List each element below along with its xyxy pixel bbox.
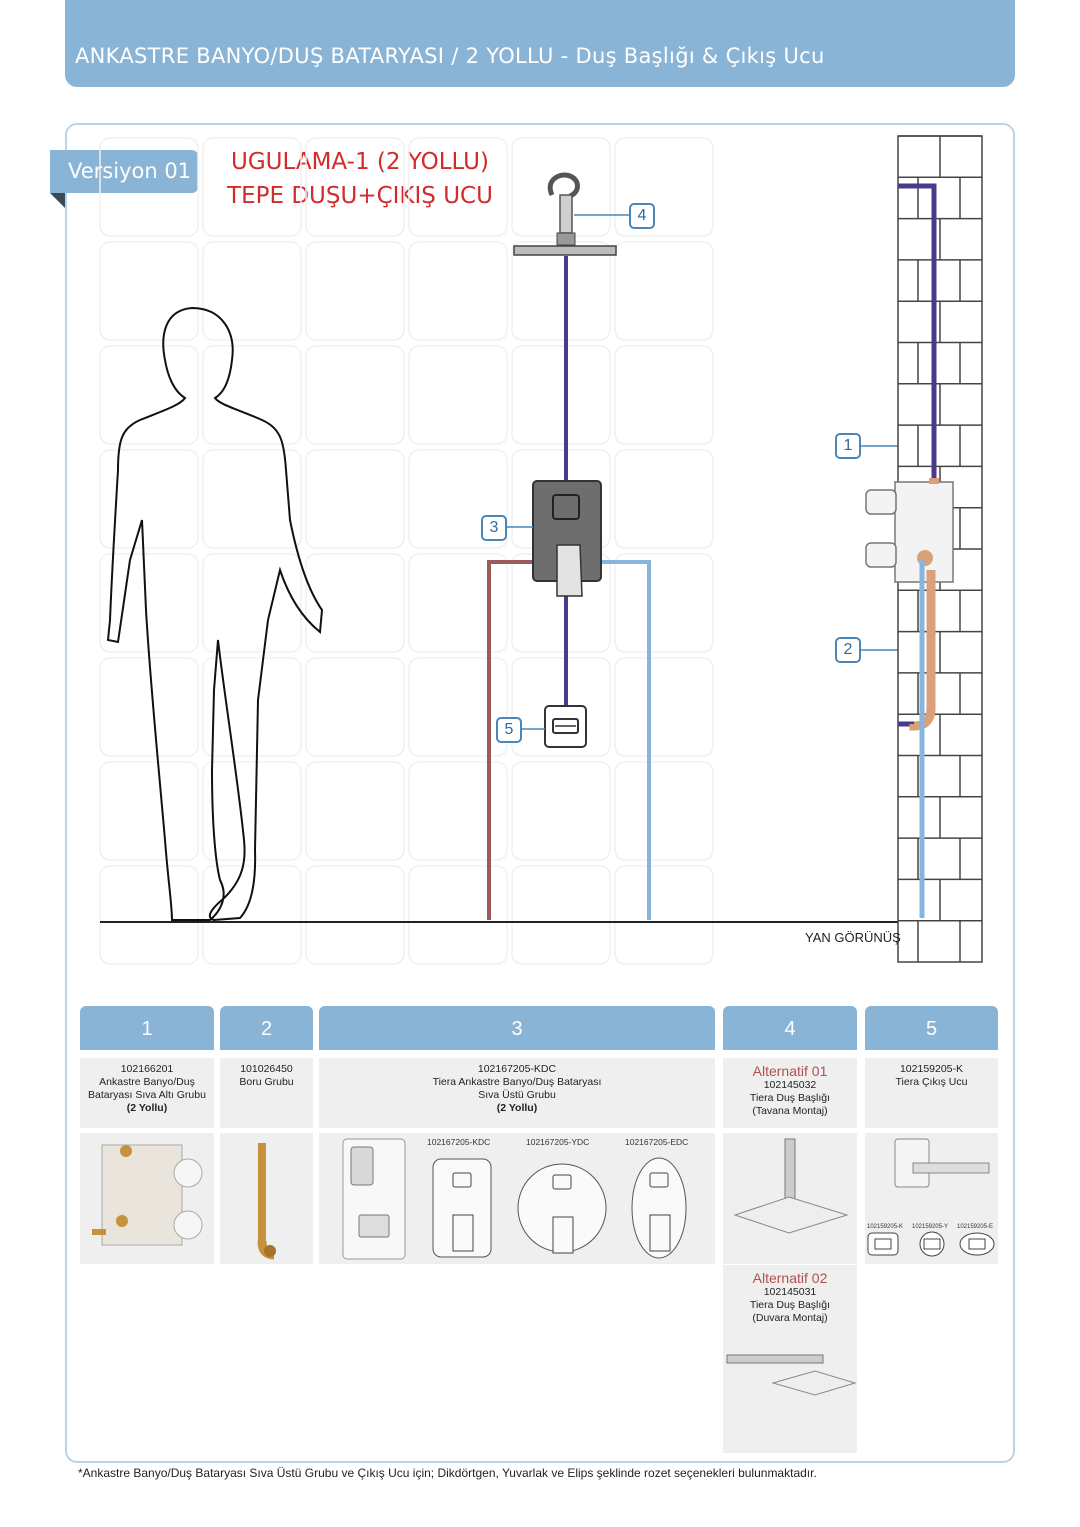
spout-icon (545, 706, 586, 747)
product-info (220, 1058, 313, 1128)
wall-shower-head-icon (723, 1325, 857, 1415)
mixer-trim-variants (319, 1133, 715, 1264)
callout-3: 3 (481, 515, 507, 541)
wall-tile (100, 658, 198, 756)
variant-code: 102159205-E (957, 1224, 994, 1230)
wall-tile (100, 138, 198, 236)
wall-tile (409, 866, 507, 964)
application-line-1: UGULAMA-1 (2 YOLLU) (231, 149, 489, 175)
page-title: ANKASTRE BANYO/DUŞ BATARYASI / 2 YOLLU - Duş Başlığı & Çıkış Ucu (75, 44, 825, 68)
wall-tile (203, 866, 301, 964)
wall-tile (100, 346, 198, 444)
product-info (865, 1058, 998, 1128)
spout-variants (865, 1133, 998, 1264)
product-name-line-1: Tiera Duş Başlığı (749, 1299, 831, 1311)
wall-tile (615, 658, 713, 756)
wall-tile (512, 346, 610, 444)
variant-code: 102167205-KDC (427, 1137, 491, 1147)
wall-tile (306, 346, 404, 444)
wall-tile (100, 242, 198, 340)
product-number: 5 (865, 1006, 998, 1050)
product-info-alt-2 (723, 1265, 857, 1453)
product-code: 102145031 (763, 1286, 817, 1298)
wall-tile (409, 762, 507, 860)
callout-4: 4 (629, 203, 655, 229)
product-name-line-1: Ankastre Banyo/Duş (99, 1076, 195, 1088)
wall-tile (203, 762, 301, 860)
pipe-group-icon (220, 1133, 313, 1264)
product-name-line-1: Boru Grubu (239, 1076, 294, 1088)
version-tab: Versiyon 01 (50, 150, 198, 193)
wall-tile (100, 866, 198, 964)
variant-code: 102159205-K (867, 1224, 904, 1230)
product-name-line-3: (2 Yollu) (126, 1102, 168, 1114)
product-name-line-2: (Duvara Montaj) (752, 1312, 828, 1324)
product-number: 2 (220, 1006, 313, 1050)
concealed-body-icon (80, 1133, 214, 1264)
product-info (80, 1058, 214, 1128)
wall-tile (306, 242, 404, 340)
product-code: 101026450 (240, 1063, 293, 1075)
product-image (220, 1133, 313, 1264)
wall-tile (203, 554, 301, 652)
variant-code: 102167205-YDC (526, 1137, 590, 1147)
wall-tile (615, 762, 713, 860)
wall-tile (203, 658, 301, 756)
mixer-trim-icon (533, 481, 601, 596)
product-name-line-3: (2 Yollu) (496, 1102, 538, 1114)
product-code: 102159205-K (899, 1063, 964, 1075)
product-number: 4 (723, 1006, 857, 1050)
product-image (723, 1133, 857, 1264)
wall-tile (615, 554, 713, 652)
application-line-2: TEPE DUŞU+ÇIKIŞ UCU (227, 183, 493, 209)
wall-tile (615, 346, 713, 444)
wall-tile (306, 554, 404, 652)
product-name-line-1: Tiera Duş Başlığı (749, 1092, 831, 1104)
wall-tile (512, 866, 610, 964)
wall-tile (615, 450, 713, 548)
callout-1: 1 (835, 433, 861, 459)
callout-5: 5 (496, 717, 522, 743)
product-code: 102166201 (120, 1063, 174, 1075)
side-view-label: YAN GÖRÜNÜŞ (805, 930, 901, 945)
concealed-body-icon (866, 478, 953, 582)
product-name-line-2: (Tavana Montaj) (752, 1105, 828, 1117)
alternative-label: Alternatif 01 (752, 1063, 828, 1079)
product-name-line-1: Tiera Çıkış Ucu (895, 1076, 968, 1088)
variant-code: 102159205-Y (912, 1224, 949, 1230)
wall-tile (409, 138, 507, 236)
product-info (723, 1058, 857, 1128)
wall-tile (203, 138, 301, 236)
wall-tile (306, 866, 404, 964)
wall-tile (100, 762, 198, 860)
wall-tile (512, 242, 610, 340)
wall-tile (615, 866, 713, 964)
alternative-label: Alternatif 02 (752, 1270, 828, 1286)
wall-tile (409, 242, 507, 340)
product-info (319, 1058, 715, 1128)
footnote: *Ankastre Banyo/Duş Bataryası Sıva Üstü Grubu ve Çıkış Ucu için; Dikdörtgen, Yuvarlak ve Elips şeklinde rozet seçenekleri bulunmaktadır. (78, 1466, 817, 1480)
wall-tile (409, 658, 507, 756)
product-code: 102145032 (763, 1079, 817, 1091)
wall-tile (615, 242, 713, 340)
wall-tile (409, 346, 507, 444)
wall-tile (306, 658, 404, 756)
product-number: 3 (319, 1006, 715, 1050)
person-silhouette (108, 308, 322, 920)
product-number: 1 (80, 1006, 214, 1050)
product-name-line-1: Tiera Ankastre Banyo/Duş Bataryası (432, 1076, 602, 1088)
product-name-line-2: Bataryası Sıva Altı Grubu (88, 1089, 206, 1101)
wall-tile (306, 138, 404, 236)
wall-tile (203, 242, 301, 340)
ceiling-shower-head-icon (723, 1133, 857, 1264)
product-image (865, 1133, 998, 1264)
product-image (319, 1133, 715, 1264)
wall-tile (409, 554, 507, 652)
wall-tile (512, 762, 610, 860)
product-image (80, 1133, 214, 1264)
callout-2: 2 (835, 637, 861, 663)
variant-code: 102167205-EDC (625, 1137, 689, 1147)
product-name-line-2: Sıva Üstü Grubu (478, 1089, 556, 1101)
wall-tile (100, 554, 198, 652)
product-code: 102167205-KDC (477, 1063, 557, 1075)
wall-tile (306, 762, 404, 860)
wall-tile (306, 450, 404, 548)
tile-grid (100, 138, 713, 964)
